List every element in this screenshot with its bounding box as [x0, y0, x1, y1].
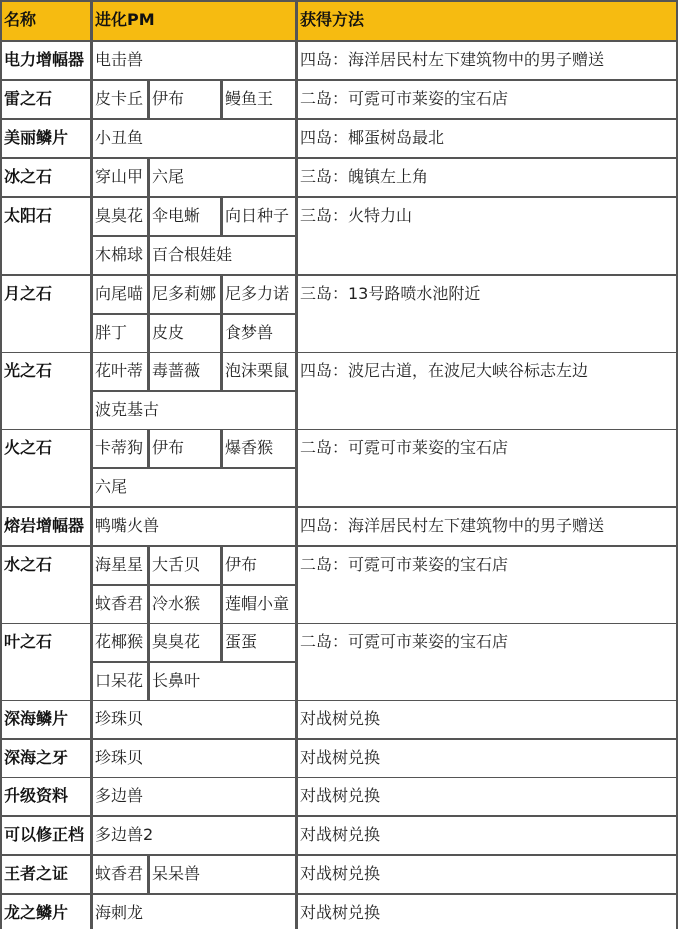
pm-cell: 珍珠贝 — [93, 701, 295, 738]
header-pm: 进化PM — [93, 2, 295, 40]
pm-cell: 小丑鱼 — [93, 120, 295, 157]
pm-cell: 泡沫栗鼠 — [223, 353, 295, 390]
item-name: 可以修正档 — [2, 817, 90, 854]
pm-cell: 六尾 — [93, 469, 295, 506]
pm-cell: 臭臭花 — [150, 624, 220, 661]
item-name: 水之石 — [2, 547, 90, 623]
item-method: 四岛：海洋居民村左下建筑物中的男子赠送 — [298, 42, 676, 79]
pm-cell: 百合根娃娃 — [150, 237, 295, 274]
item-method: 二岛：可霓可市莱姿的宝石店 — [298, 547, 676, 623]
pm-cell: 蚊香君 — [93, 586, 147, 623]
pm-cell: 伞电蜥 — [150, 198, 220, 235]
pm-cell: 多边兽 — [93, 778, 295, 815]
item-name: 深海之牙 — [2, 740, 90, 777]
item-name: 升级资料 — [2, 778, 90, 815]
item-method: 二岛：可霓可市莱姿的宝石店 — [298, 81, 676, 118]
item-name: 火之石 — [2, 430, 90, 506]
pm-cell: 皮皮 — [150, 315, 220, 352]
pm-cell: 长鼻叶 — [150, 663, 295, 700]
pm-cell: 花叶蒂 — [93, 353, 147, 390]
item-method: 三岛：魄镇左上角 — [298, 159, 676, 196]
pm-cell: 呆呆兽 — [150, 856, 295, 893]
pm-cell: 蛋蛋 — [223, 624, 295, 661]
pm-cell: 大舌贝 — [150, 547, 220, 584]
pm-cell: 伊布 — [223, 547, 295, 584]
item-method: 对战树兑换 — [298, 778, 676, 815]
pm-cell: 尼多莉娜 — [150, 276, 220, 313]
pm-cell: 伊布 — [150, 81, 220, 118]
pm-cell: 口呆花 — [93, 663, 147, 700]
item-method: 对战树兑换 — [298, 740, 676, 777]
pm-cell: 卡蒂狗 — [93, 430, 147, 467]
pm-cell: 冷水猴 — [150, 586, 220, 623]
pm-cell: 毒蔷薇 — [150, 353, 220, 390]
item-name: 光之石 — [2, 353, 90, 429]
item-method: 四岛：波尼古道，在波尼大峡谷标志左边 — [298, 353, 676, 429]
pm-cell: 臭臭花 — [93, 198, 147, 235]
item-method: 三岛：火特力山 — [298, 198, 676, 274]
pm-cell: 爆香猴 — [223, 430, 295, 467]
item-method: 四岛：椰蛋树岛最北 — [298, 120, 676, 157]
item-method: 对战树兑换 — [298, 701, 676, 738]
pm-cell: 食梦兽 — [223, 315, 295, 352]
pm-cell: 电击兽 — [93, 42, 295, 79]
pm-cell: 木棉球 — [93, 237, 147, 274]
pm-cell: 胖丁 — [93, 315, 147, 352]
item-method: 四岛：海洋居民村左下建筑物中的男子赠送 — [298, 508, 676, 545]
pm-cell: 六尾 — [150, 159, 295, 196]
pm-cell: 尼多力诺 — [223, 276, 295, 313]
item-name: 叶之石 — [2, 624, 90, 700]
pm-cell: 海星星 — [93, 547, 147, 584]
pm-cell: 海刺龙 — [93, 895, 295, 932]
item-method: 对战树兑换 — [298, 856, 676, 893]
item-method: 二岛：可霓可市莱姿的宝石店 — [298, 430, 676, 506]
item-name: 雷之石 — [2, 81, 90, 118]
item-name: 龙之鳞片 — [2, 895, 90, 932]
item-name: 月之石 — [2, 276, 90, 352]
pm-cell: 向尾喵 — [93, 276, 147, 313]
pm-cell: 伊布 — [150, 430, 220, 467]
item-name: 冰之石 — [2, 159, 90, 196]
pm-cell: 莲帽小童 — [223, 586, 295, 623]
item-method: 二岛：可霓可市莱姿的宝石店 — [298, 624, 676, 700]
pm-cell: 向日种子 — [223, 198, 295, 235]
item-method: 三岛：13号路喷水池附近 — [298, 276, 676, 352]
item-name: 深海鳞片 — [2, 701, 90, 738]
pm-cell: 皮卡丘 — [93, 81, 147, 118]
item-name: 熔岩增幅器 — [2, 508, 90, 545]
pm-cell: 蚊香君 — [93, 856, 147, 893]
pm-cell: 多边兽2 — [93, 817, 295, 854]
pm-cell: 穿山甲 — [93, 159, 147, 196]
header-name: 名称 — [2, 2, 90, 40]
item-method: 对战树兑换 — [298, 895, 676, 932]
item-name: 王者之证 — [2, 856, 90, 893]
pm-cell: 珍珠贝 — [93, 740, 295, 777]
item-name: 美丽鳞片 — [2, 120, 90, 157]
pm-cell: 波克基古 — [93, 392, 295, 429]
pm-cell: 鳗鱼王 — [223, 81, 295, 118]
item-name: 太阳石 — [2, 198, 90, 274]
item-method: 对战树兑换 — [298, 817, 676, 854]
pm-cell: 鸭嘴火兽 — [93, 508, 295, 545]
header-method: 获得方法 — [298, 2, 676, 40]
item-name: 电力增幅器 — [2, 42, 90, 79]
pm-cell: 花椰猴 — [93, 624, 147, 661]
